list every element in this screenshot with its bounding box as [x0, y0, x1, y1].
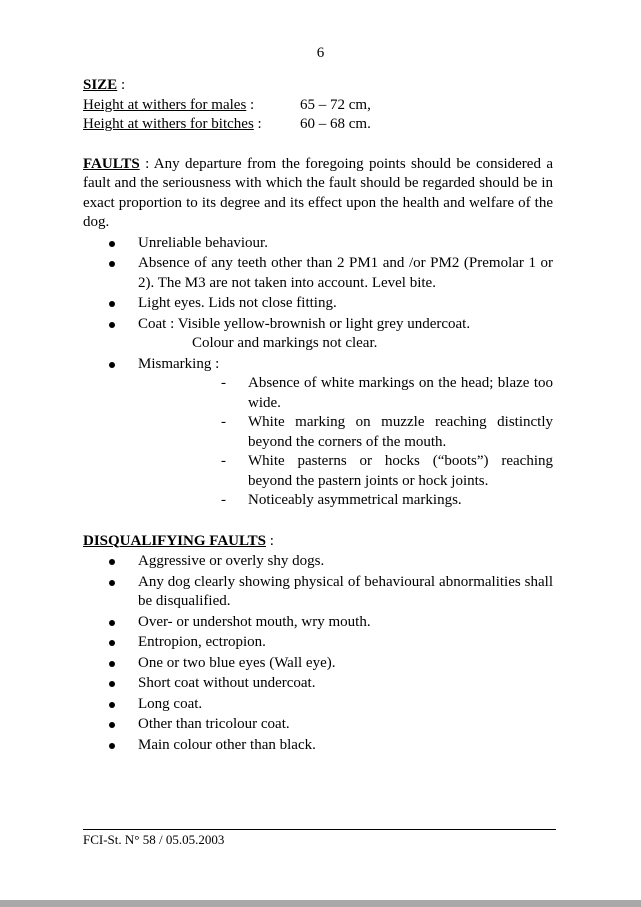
- sub-list-item: [221, 452, 553, 491]
- list-item-text: Over- or undershot mouth, wry mouth.: [138, 613, 371, 630]
- size-section: [83, 76, 553, 135]
- bullet-icon: [109, 362, 115, 368]
- faults-heading: FAULTS: [83, 155, 140, 172]
- disqualifying-section: [83, 532, 553, 756]
- size-heading-line: [83, 76, 553, 96]
- bullet-icon: [109, 580, 115, 586]
- footer-divider: [83, 829, 556, 830]
- list-item: [83, 294, 553, 314]
- disqualifying-list: [83, 552, 553, 755]
- bullet-icon: [109, 681, 115, 687]
- bullet-icon: [109, 620, 115, 626]
- page-number: 6: [316, 45, 325, 61]
- list-item-text: Absence of any teeth other than 2 PM1 and /or PM2 (Premolar 1 or 2). The M3 are not taken into account. Level bite.: [138, 255, 553, 291]
- list-item: [83, 355, 553, 511]
- list-item-text: Long coat.: [138, 695, 203, 712]
- list-item: [83, 573, 553, 612]
- list-item: [83, 654, 553, 674]
- size-label-males-text: Height at withers for males: [83, 96, 247, 113]
- list-item: [83, 695, 553, 715]
- size-heading: SIZE: [83, 77, 118, 93]
- list-item: [83, 633, 553, 653]
- size-value-bitches: 60 – 68 cm.: [300, 116, 371, 132]
- sub-list-item: [221, 374, 553, 413]
- sub-list-item-text: White marking on muzzle reaching distinctly beyond the corners of the mouth.: [248, 414, 553, 450]
- list-item-text: Other than tricolour coat.: [138, 716, 290, 732]
- list-item-text: Entropion, ectropion.: [138, 634, 266, 650]
- list-item-text: Short coat without undercoat.: [138, 675, 316, 691]
- faults-section: [83, 155, 553, 511]
- size-heading-colon: :: [117, 77, 126, 93]
- list-item: [83, 552, 553, 572]
- list-item-text: Coat : Visible yellow-brownish or light grey undercoat.: [138, 315, 471, 332]
- bullet-icon: [109, 241, 115, 247]
- size-label-males: [83, 96, 300, 116]
- footer-reference: FCI-St. N° 58 / 05.05.2003: [83, 832, 225, 847]
- list-item: [83, 674, 553, 694]
- list-item-text: Unreliable behaviour.: [138, 234, 268, 251]
- list-item-text: Light eyes. Lids not close fitting.: [138, 295, 337, 311]
- size-label-bitches-text: Height at withers for bitches: [83, 116, 254, 132]
- size-row-bitches: [83, 115, 553, 135]
- list-item: [83, 234, 553, 254]
- list-item-text: Aggressive or overly shy dogs.: [138, 553, 325, 569]
- dash-marker: -: [221, 492, 226, 508]
- list-item: [83, 613, 553, 633]
- list-item-text: Any dog clearly showing physical of behavioural abnormalities shall be disqualified.: [138, 573, 553, 609]
- size-value-males: 65 – 72 cm,: [300, 96, 371, 113]
- size-label-bitches: [83, 115, 300, 135]
- size-label-males-sep: :: [246, 96, 255, 113]
- list-item-text: Main colour other than black.: [138, 736, 316, 753]
- list-item: [83, 254, 553, 293]
- faults-intro-text: : Any departure from the foregoing points should be considered a fault and the seriousness with which the fault should be regarded should be in exact proportion to its degree and its effect upon the health and welfare of the dog.: [83, 155, 553, 230]
- bullet-icon: [109, 640, 115, 646]
- list-item: [83, 315, 553, 354]
- sub-list-item-text: Noticeably asymmetrical markings.: [248, 492, 462, 508]
- dash-marker: -: [221, 414, 226, 430]
- bullet-icon: [109, 301, 115, 307]
- disqualifying-heading-colon: :: [265, 532, 274, 549]
- disqualifying-heading: DISQUALIFYING FAULTS: [83, 532, 266, 549]
- disqualifying-heading-line: [83, 532, 553, 552]
- coat-continuation: Colour and markings not clear.: [192, 335, 378, 351]
- bullet-icon: [109, 322, 115, 328]
- list-item: [83, 715, 553, 735]
- bullet-icon: [109, 743, 115, 749]
- bullet-icon: [109, 722, 115, 728]
- sub-list-item: [221, 491, 553, 511]
- mismarking-list: [221, 374, 553, 511]
- dash-marker: -: [221, 453, 226, 469]
- sub-list-item-text: White pasterns or hocks (“boots”) reaching beyond the pastern joints or hock joints.: [248, 453, 553, 489]
- list-item-text: Mismarking :: [138, 355, 220, 372]
- bullet-icon: [109, 661, 115, 667]
- dash-marker: -: [221, 375, 226, 391]
- bullet-icon: [109, 261, 115, 267]
- bullet-icon: [109, 559, 115, 565]
- list-item: [83, 736, 553, 756]
- page-bottom-border: [0, 900, 641, 907]
- document-body: [83, 76, 553, 755]
- size-row-males: [83, 96, 553, 116]
- bullet-icon: [109, 702, 115, 708]
- list-item-text: One or two blue eyes (Wall eye).: [138, 654, 336, 671]
- faults-list: [83, 234, 553, 511]
- size-label-bitches-sep: :: [253, 116, 262, 132]
- faults-intro: [83, 155, 553, 233]
- sub-list-item: [221, 413, 553, 452]
- sub-list-item-text: Absence of white markings on the head; blaze too wide.: [248, 375, 553, 411]
